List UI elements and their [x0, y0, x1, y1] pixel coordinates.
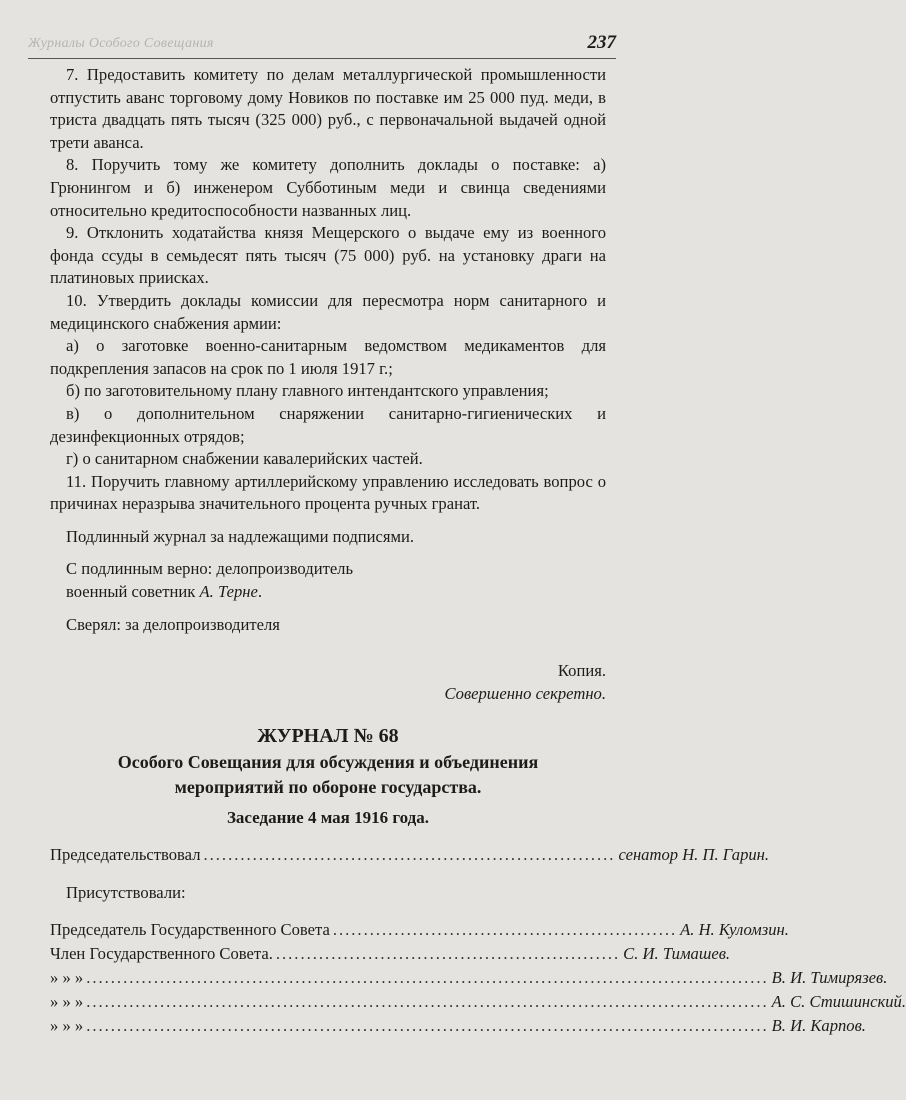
page-body — [50, 64, 906, 1039]
attendee-row — [50, 943, 731, 967]
attendee-name: А. С. Стишинский. — [771, 991, 906, 1011]
resolution-item-8: 8. Поручить тому же комитету дополнить доклады о поставке: а) Грюнингом и б) инженером Субботиным меди и свинца сведениями относительно кредитоспособности названных лиц. — [50, 155, 606, 220]
original-journal-note: Подлинный журнал за надлежащими подписями. — [66, 526, 415, 546]
subitem-v: в) о дополнительном снаряжении санитарно-гигиенических и дезинфекционных отрядов; — [50, 403, 606, 446]
resolution-item-7: 7. Предоставить комитету по делам металлургической промышленности отпустить аванс торговому дому Новиков по поставке им 25 000 пуд. меди, в триста двадцать пять тысяч (325 000) руб., с первоначальной выдачей одной трети аванса. — [50, 65, 606, 152]
verified-suffix: . — [257, 582, 262, 602]
resolution-item-10: 10. Утвердить доклады комиссии для пересмотра норм санитарного и медицинского снабжения армии: — [50, 290, 606, 333]
attendee-row — [50, 1015, 866, 1039]
running-head: Журналы Особого Совещания — [28, 36, 214, 51]
attendee-row — [50, 991, 906, 1015]
page-number: 237 — [587, 32, 616, 53]
resolution-item-11: 11. Поручить главному артиллерийскому управлению исследовать вопрос о причинах неразрыва значительного процента ручных гранат. — [50, 471, 606, 514]
attendee-role: » » » — [50, 1015, 84, 1035]
journal-subtitle-1: Особого Совещания для обсуждения и объединения — [117, 752, 539, 773]
attendee-name: В. И. Карпов. — [771, 1015, 866, 1035]
attendee-role: » » » — [50, 991, 84, 1011]
secret-label: Совершенно секретно. — [444, 683, 606, 703]
chair-name: сенатор Н. П. Гарин. — [618, 845, 770, 865]
attendee-row — [50, 919, 789, 943]
dot-leader: ............................................................................................................... — [86, 991, 769, 1011]
subitem-b: б) по заготовительному плану главного интендантского управления; — [66, 381, 549, 401]
verified-name: А. Терне — [199, 582, 258, 602]
verified-prefix: военный советник — [66, 582, 200, 602]
chair-row — [50, 844, 770, 868]
verified-line-2 — [50, 581, 606, 604]
attendee-role: Член Государственного Совета. — [50, 943, 273, 963]
dot-leader: ................................................................... — [203, 845, 616, 865]
attendees-list — [50, 919, 906, 1039]
attendee-name: В. И. Тимирязев. — [771, 967, 888, 987]
session-date: Заседание 4 мая 1916 года. — [226, 808, 430, 828]
verified-line-1: С подлинным верно: делопроизводитель — [66, 559, 354, 579]
dot-leader: ........................................................ — [332, 919, 678, 939]
chair-label: Председательствовал — [50, 845, 201, 865]
checked-line: Сверял: за делопроизводителя — [66, 614, 280, 634]
subitem-g: г) о санитарном снабжении кавалерийских частей. — [66, 449, 423, 469]
dot-leader: ........................................................ — [275, 943, 621, 963]
attendee-name: А. Н. Куломзин. — [680, 919, 789, 939]
attendee-row — [50, 967, 888, 991]
attendee-role: » » » — [50, 967, 84, 987]
subitem-a: а) о заготовке военно-санитарным ведомством медикаментов для подкрепления запасов на срок по 1 июля 1917 г.; — [50, 336, 606, 378]
attendees-label: Присутствовали: — [66, 883, 186, 903]
attendee-role: Председатель Государственного Совета — [50, 919, 330, 939]
dot-leader: ............................................................................................................... — [86, 967, 769, 987]
resolution-item-9: 9. Отклонить ходатайства князя Мещерского о выдаче ему из военного фонда ссуды в семьдесят пять тысяч (75 000) руб. на установку драги на платиновых приисках. — [50, 223, 606, 288]
copy-label: Копия. — [557, 661, 606, 681]
attendee-name: С. И. Тимашев. — [623, 943, 731, 963]
journal-subtitle-2: мероприятий по обороне государства. — [174, 777, 482, 798]
dot-leader: ............................................................................................................... — [86, 1015, 769, 1035]
journal-title: ЖУРНАЛ № 68 — [257, 725, 399, 748]
page-header — [28, 28, 616, 59]
